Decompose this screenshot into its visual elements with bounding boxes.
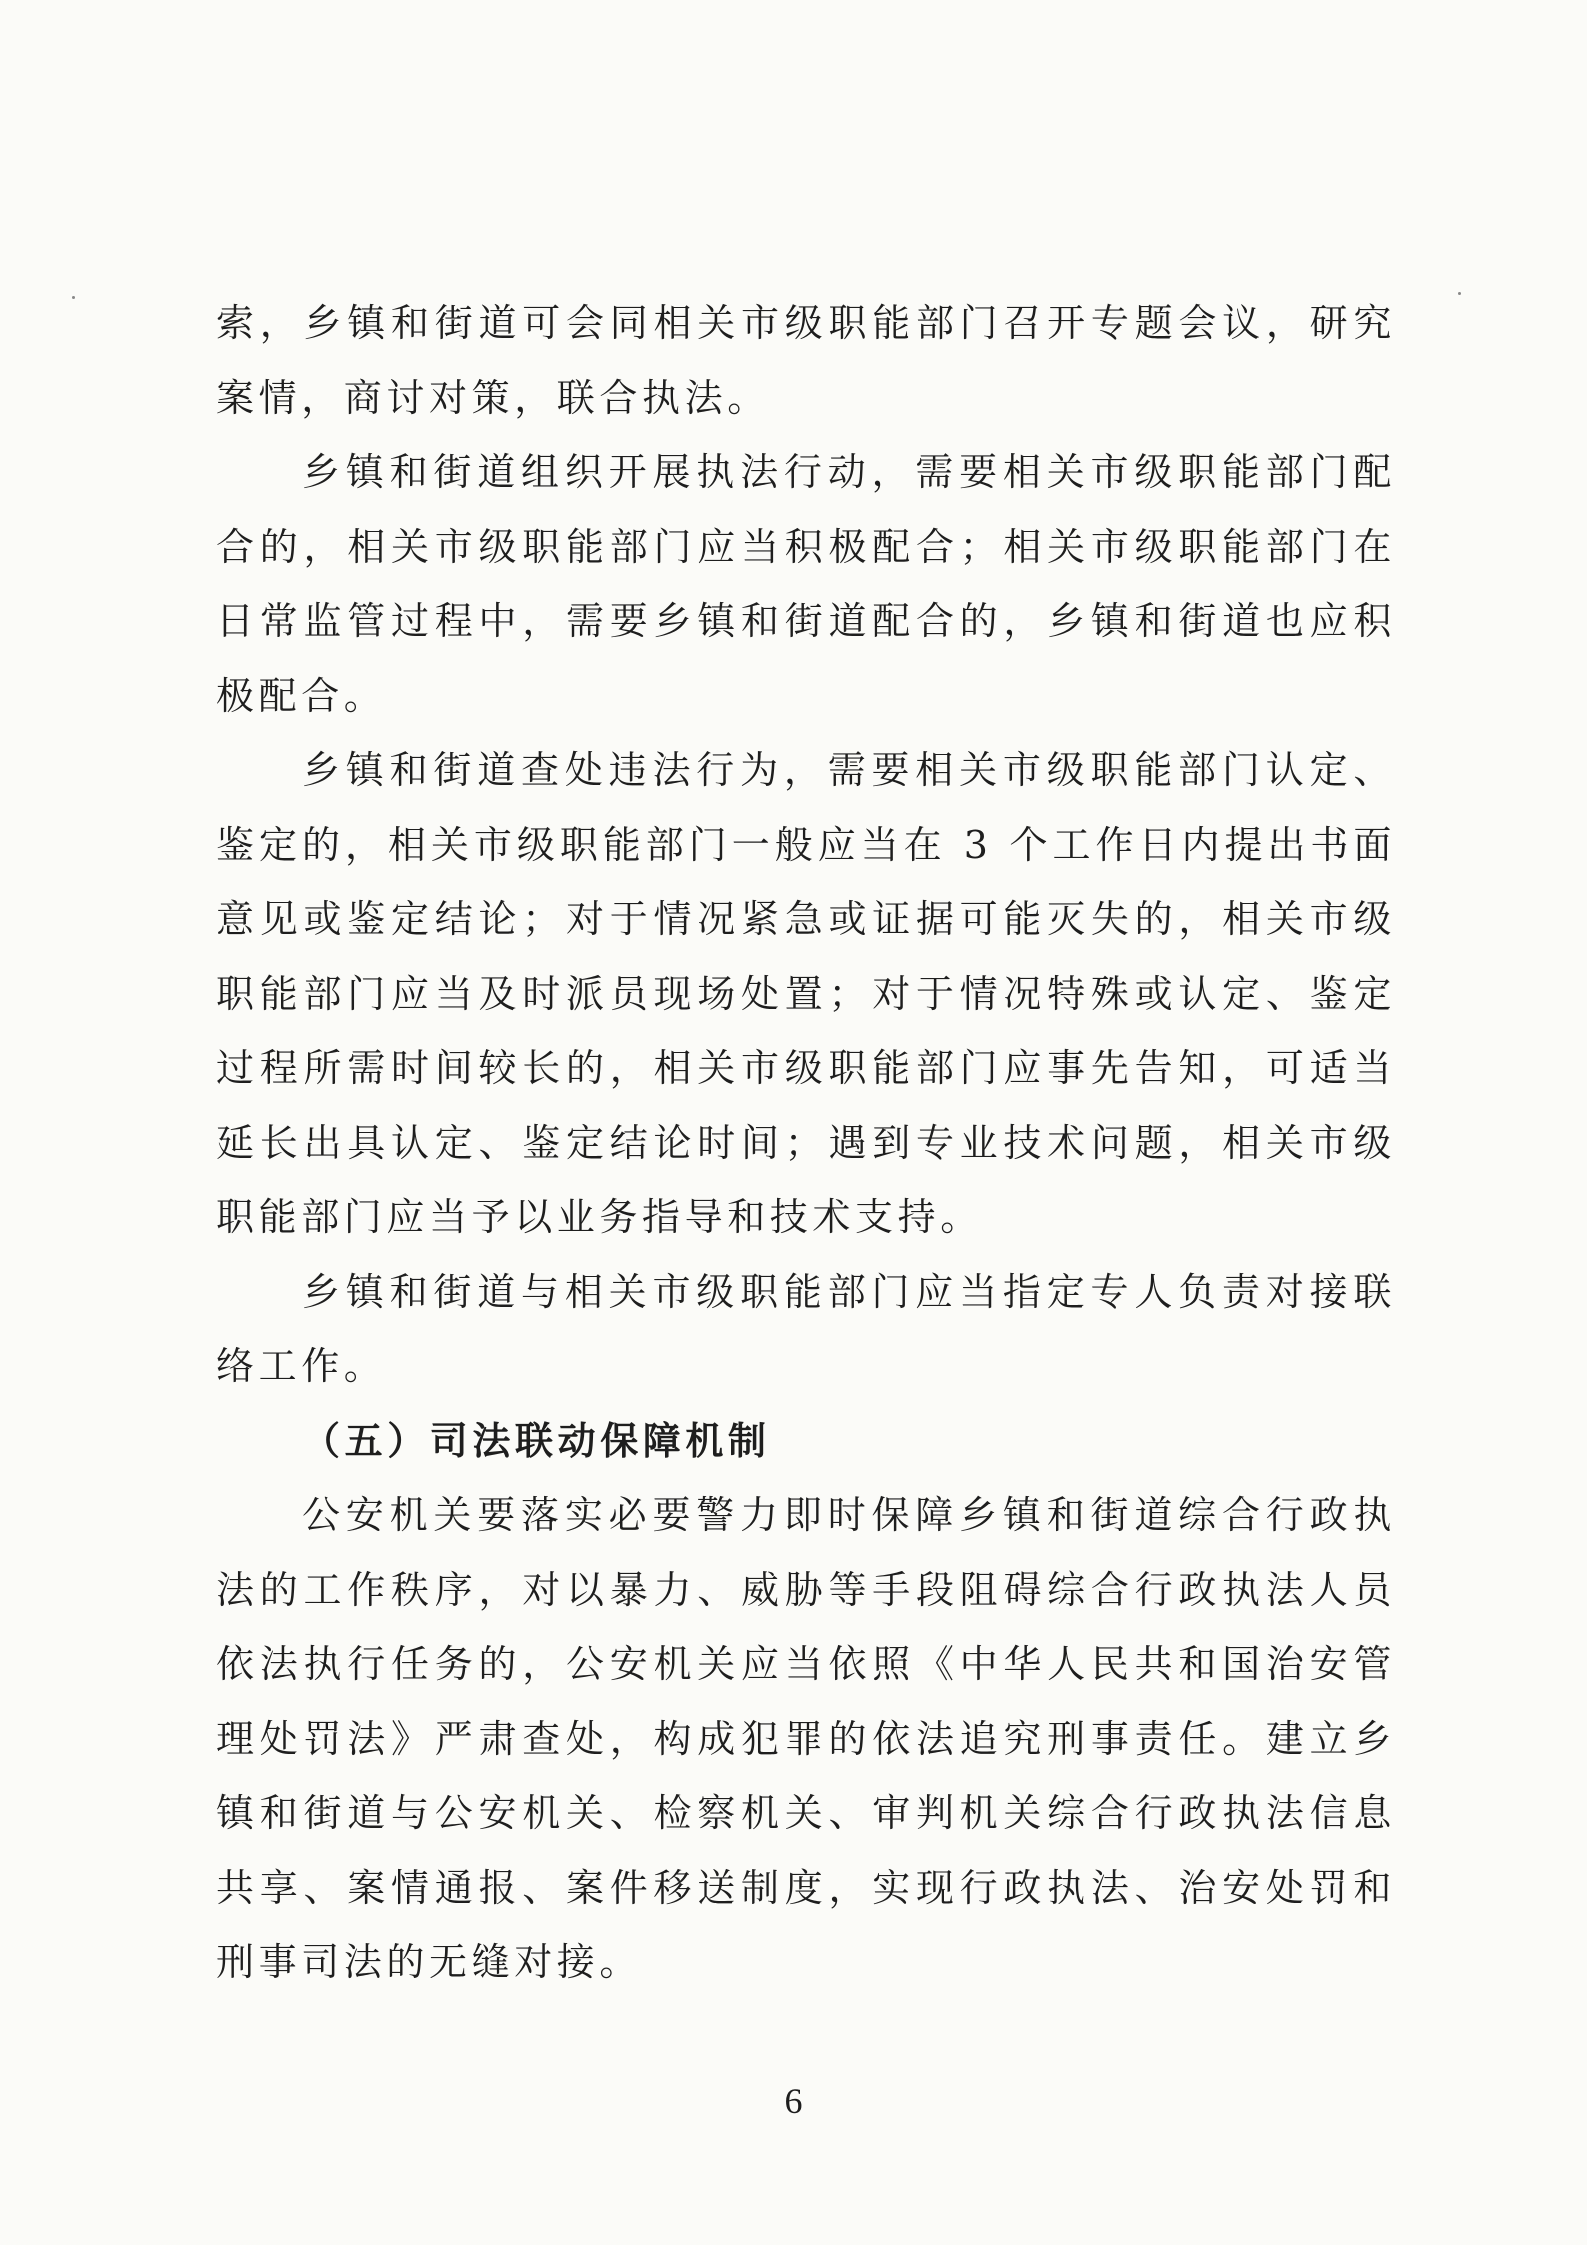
section-heading-judicial-linkage: （五）司法联动保障机制 [302,1418,771,1463]
scan-speck [1458,292,1461,295]
paragraph-judicial-linkage: 公安机关要落实必要警力即时保障乡镇和街道综合行政执法的工作秩序，对以暴力、威胁等手段阻碍综合行政执法人员依法执行任务的，公安机关应当依照《中华人民共和国治安管理处罚法》严肃查处，构成犯罪的依法追究刑事责任。建立乡镇和街道与公安机关、检察机关、审判机关综合行政执法信息共享、案情通报、案件移送制度，实现行政执法、治安处罚和刑事司法的无缝对接。 [216,1493,1396,1984]
paragraph-identification-appraisal: 乡镇和街道查处违法行为，需要相关市级职能部门认定、鉴定的，相关市级职能部门一般应当在 3 个工作日内提出书面意见或鉴定结论；对于情况紧急或证据可能灭失的，相关市级职能部门应当及时派员现场处置；对于情况特殊或认定、鉴定过程所需时间较长的，相关市级职能部门应事先告知，可适当延长出具认定、鉴定结论时间；遇到专业技术问题，相关市级职能部门应当予以业务指导和技术支持。 [216,748,1396,1239]
page-number: 6 [784,2081,803,2121]
scan-speck [72,296,75,299]
paragraph-continuation: 索，乡镇和街道可会同相关市级职能部门召开专题会议，研究案情，商讨对策，联合执法。 [216,301,1396,420]
document-body [216,286,1396,2000]
paragraph-liaison: 乡镇和街道与相关市级职能部门应当指定专人负责对接联络工作。 [216,1269,1396,1388]
paragraph-enforcement-cooperation: 乡镇和街道组织开展执法行动，需要相关市级职能部门配合的，相关市级职能部门应当积极配合；相关市级职能部门在日常监管过程中，需要乡镇和街道配合的，乡镇和街道也应积极配合。 [216,450,1396,718]
